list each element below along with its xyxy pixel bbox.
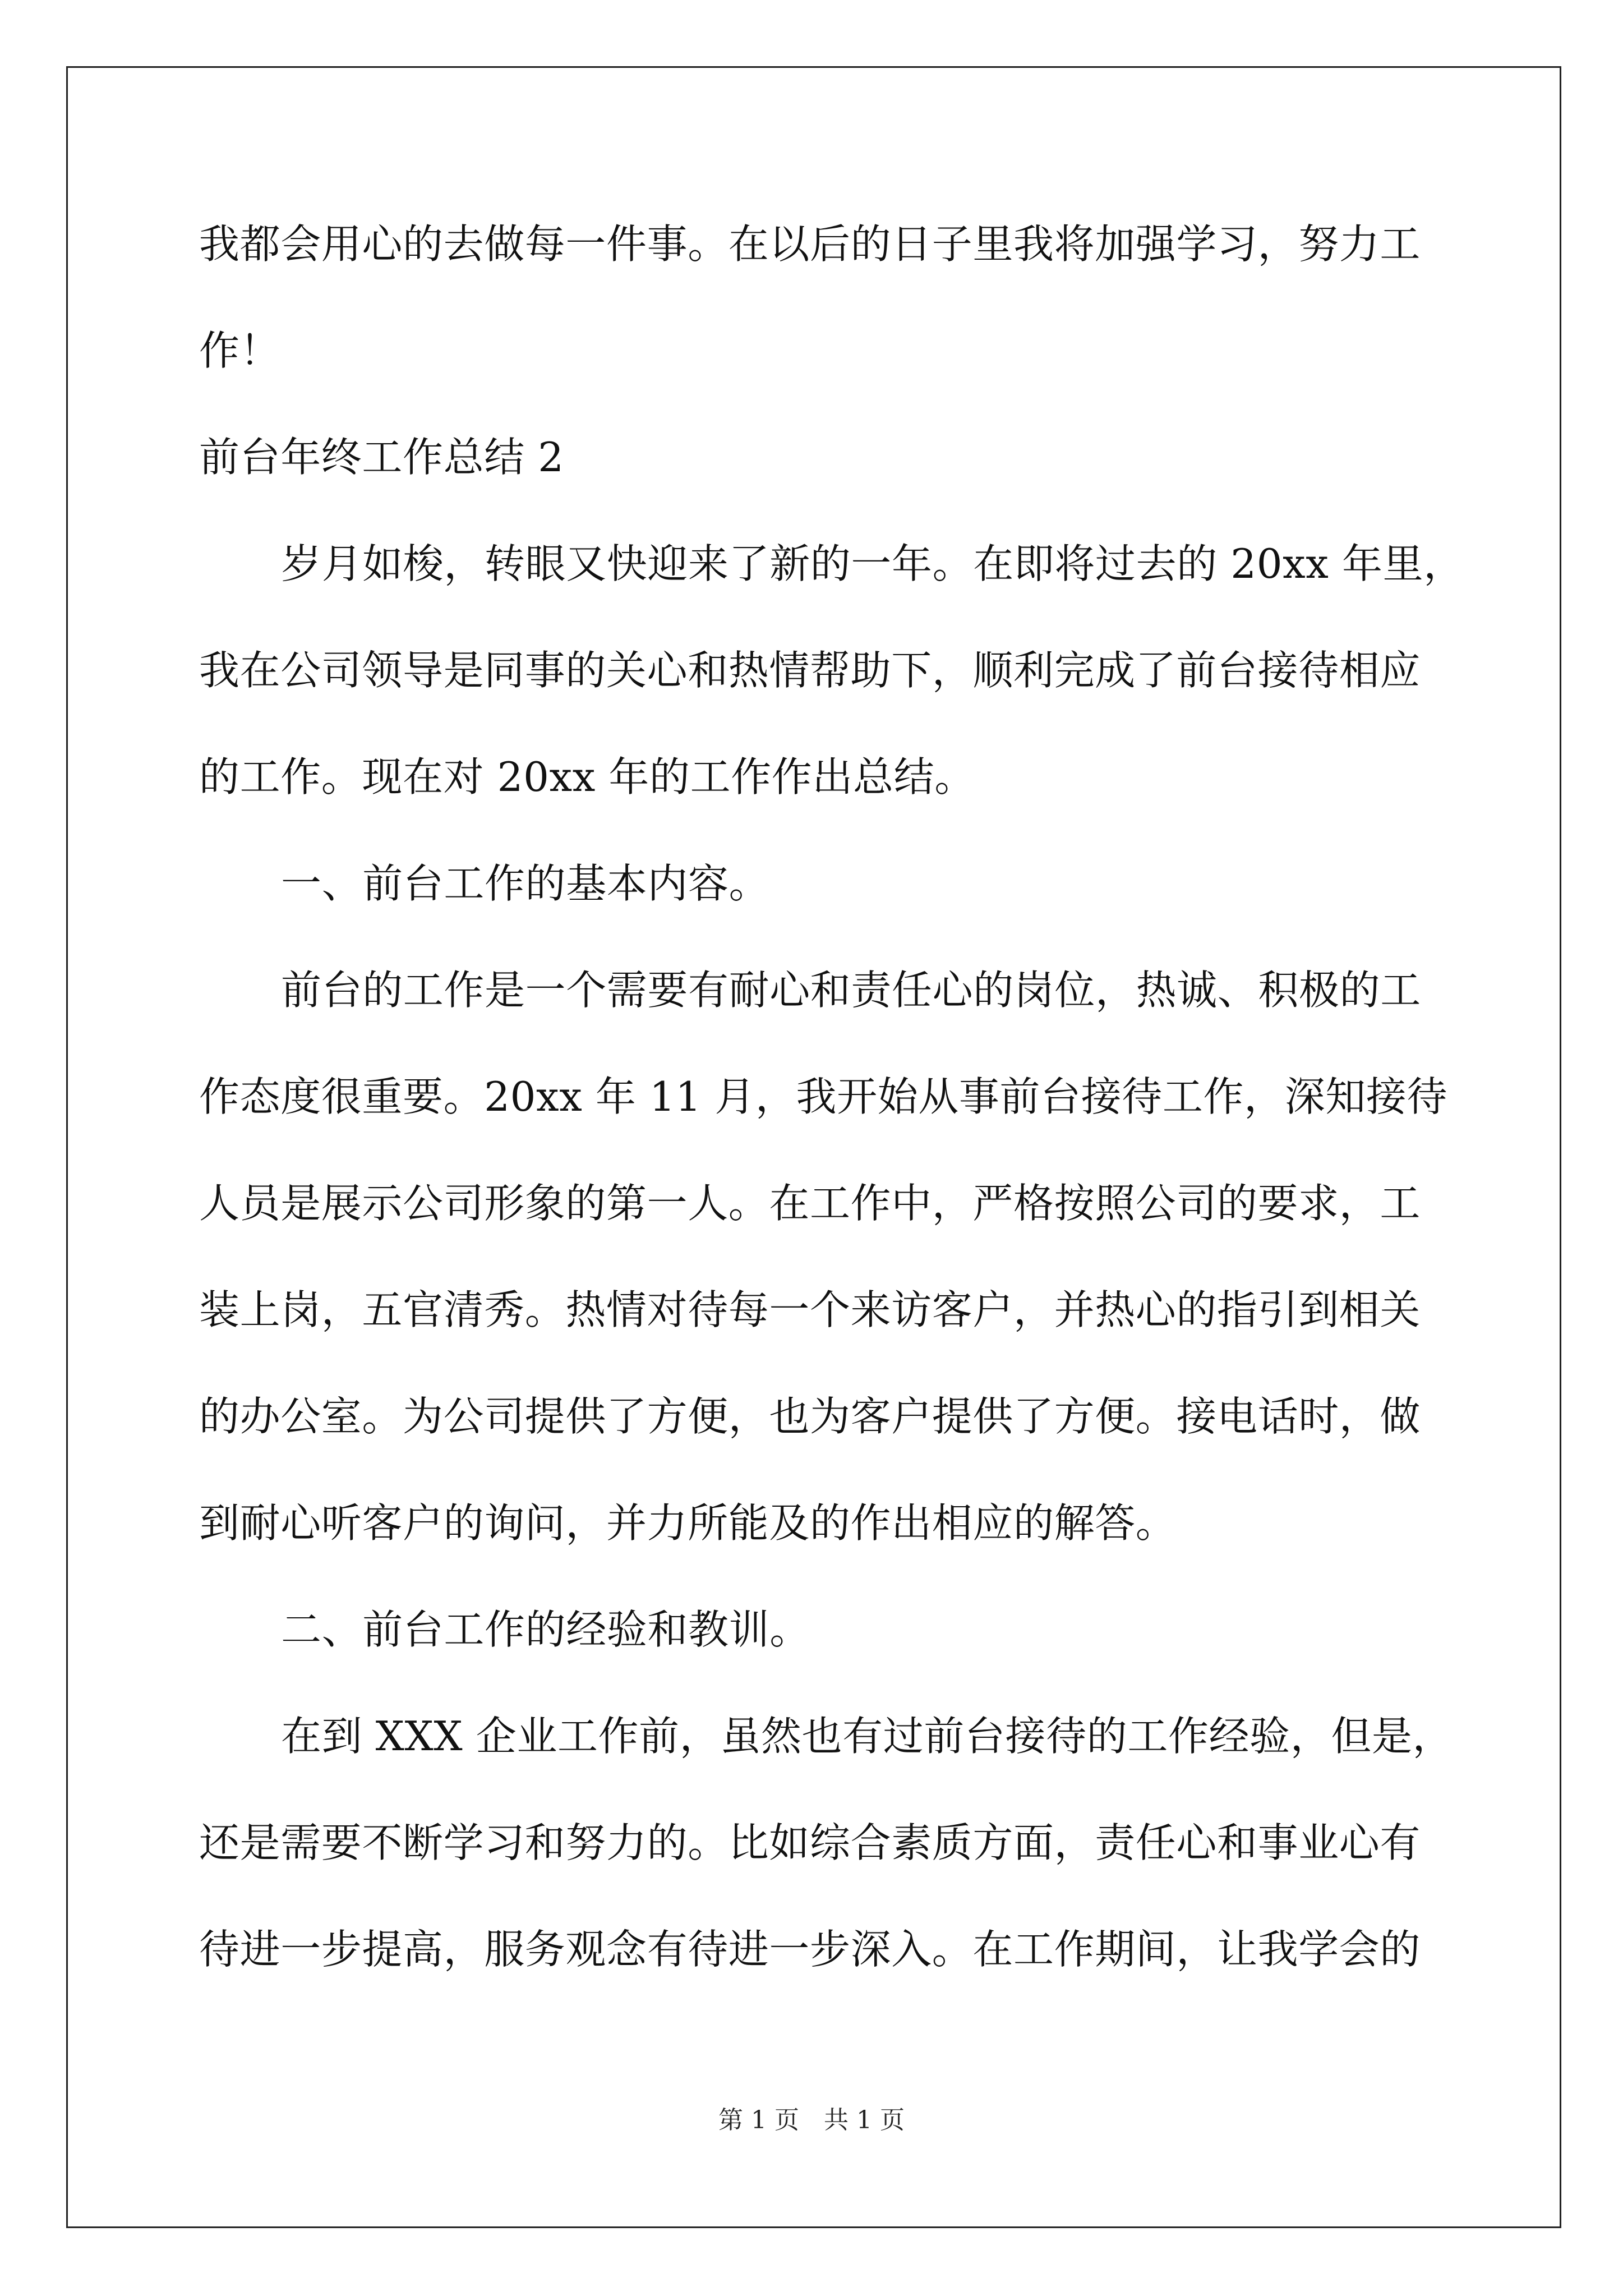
text-line: 装上岗，五官清秀。热情对待每一个来访客户，并热心的指引到相关	[199, 1286, 1421, 1333]
text-line: 在到 XXX 企业工作前，虽然也有过前台接待的工作经验，但是，	[281, 1713, 1454, 1760]
text-line: 的工作。现在对 20xx 年的工作作出总结。	[199, 753, 975, 800]
text-line: 待进一步提高，服务观念有待进一步深入。在工作期间，让我学会的	[199, 1926, 1421, 1973]
text-line: 到耐心听客户的询问，并力所能及的作出相应的解答。	[199, 1499, 1177, 1547]
text-line: 岁月如梭，转眼又快迎来了新的一年。在即将过去的 20xx 年里，	[281, 540, 1464, 587]
text-line: 的办公室。为公司提供了方便，也为客户提供了方便。接电话时，做	[199, 1393, 1421, 1440]
section-heading: 前台年终工作总结 2	[199, 434, 564, 481]
text-line: 还是需要不断学习和努力的。比如综合素质方面，责任心和事业心有	[199, 1819, 1421, 1866]
text-line: 我都会用心的去做每一件事。在以后的日子里我将加强学习，努力工	[199, 220, 1421, 268]
text-line: 前台的工作是一个需要有耐心和责任心的岗位，热诚、积极的工	[281, 967, 1421, 1014]
text-line: 作！	[199, 327, 281, 374]
text-line: 作态度很重要。20xx 年 11 月，我开始从事前台接待工作，深知接待	[199, 1073, 1448, 1120]
page-footer: 第 1 页 共 1 页	[718, 2106, 905, 2134]
subheading: 一、前台工作的基本内容。	[281, 860, 770, 907]
page-border	[66, 66, 1561, 2228]
text-line: 我在公司领导是同事的关心和热情帮助下，顺利完成了前台接待相应	[199, 647, 1421, 694]
text-line: 人员是展示公司形象的第一人。在工作中，严格按照公司的要求，工	[199, 1180, 1421, 1227]
subheading: 二、前台工作的经验和教训。	[281, 1606, 810, 1653]
